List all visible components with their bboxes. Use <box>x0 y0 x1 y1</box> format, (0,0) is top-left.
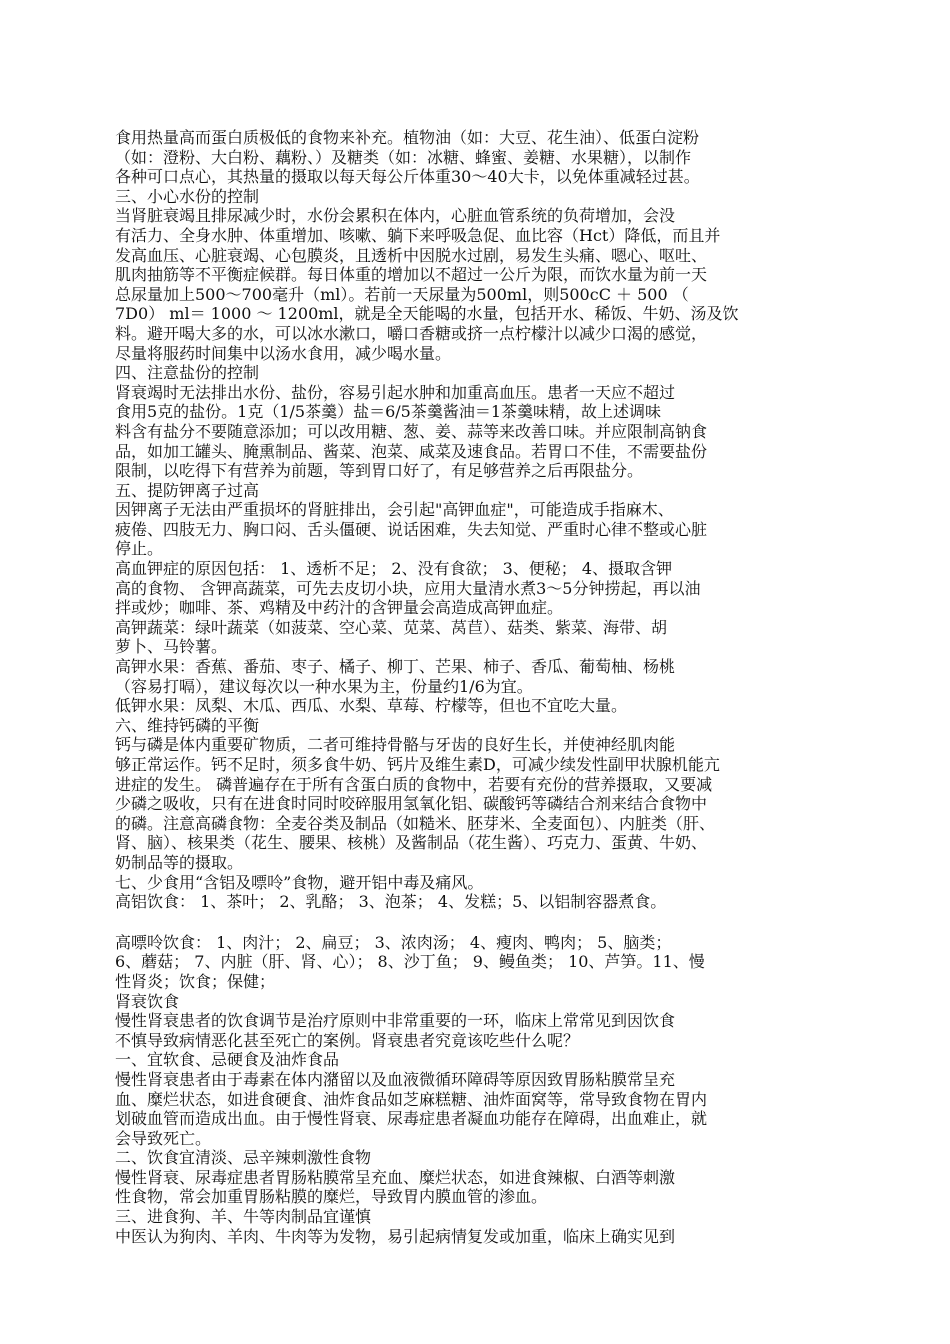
text-line: 料。避开喝大多的水，可以冰水漱口，嚼口香糖或挤一点柠檬汁以减少口渴的感觉， <box>115 323 708 343</box>
text-line: 7D0） ml＝ 1000 ～ 1200ml，就是全天能喝的水量，包括开水、稀饭、牛奶、汤及饮 <box>115 304 739 324</box>
text-line: 食用热量高而蛋白质极低的食物来补充。植物油（如：大豆、花生油）、低蛋白淀粉 <box>115 128 700 147</box>
text-line: 慢性肾衰、尿毒症患者胃肠粘膜常呈充血、糜烂状态，如进食辣椒、白酒等刺激 <box>115 1167 676 1187</box>
text-line: 有活力、全身水肿、体重增加、咳嗽、躺下来呼吸急促、血比容（Hct）降低，而且并 <box>115 225 721 245</box>
text-line: 六、维持钙磷的平衡 <box>115 715 260 735</box>
text-line: 五、提防钾离子过高 <box>115 480 260 500</box>
text-line: 慢性肾衰患者的饮食调节是治疗原则中非常重要的一环，临床上常常见到因饮食 <box>115 1011 676 1031</box>
text-line: 肾、脑）、核果类（花生、腰果、核桃）及酱制品（花生酱）、巧克力、蛋黄、牛奶、 <box>115 833 708 853</box>
text-line: 高血钾症的原因包括： 1、透析不足； 2、没有食欲； 3、便秘； 4、摄取含钾 <box>115 559 673 579</box>
text-line: 性肾炎；饮食；保健； <box>115 971 276 991</box>
text-line: 尽量将服药时间集中以汤水食用，减少喝水量。 <box>115 343 452 363</box>
text-line: 划破血管而造成出血。由于慢性肾衰、尿毒症患者凝血功能存在障碍，出血难止，就 <box>115 1109 708 1129</box>
text-line: （容易打嗝），建议每次以一种水果为主，份量约1/6为宜。 <box>115 676 533 696</box>
text-line: 性食物，常会加重胃肠粘膜的糜烂，导致胃内膜血管的渗血。 <box>115 1187 548 1207</box>
text-line: 食用5克的盐份。1克（1/5茶羹）盐＝6/5茶羹酱油＝1茶羹味精，故上述调味 <box>115 402 662 422</box>
text-line: 停止。 <box>115 539 164 559</box>
text-line: 6、蘑菇； 7、内脏（肝、肾、心）； 8、沙丁鱼； 9、鳗鱼类； 10、芦笋。11、慢 <box>115 952 705 972</box>
text-line: 奶制品等的摄取。 <box>115 852 244 872</box>
text-line: 一、宜软食、忌硬食及油炸食品 <box>115 1050 340 1070</box>
text-line: 发高血压、心脏衰竭、心包膜炎，且透析中因脱水过剧，易发生头痛、嗯心、呕吐、 <box>115 245 708 265</box>
text-line: 限制，以吃得下有营养为前题，等到胃口好了，有足够营养之后再限盐分。 <box>115 461 644 481</box>
text-line: 品，如加工罐头、腌熏制品、酱菜、泡菜、咸菜及速食品。若胃口不佳，不需要盐份 <box>115 441 708 461</box>
text-line: 四、注意盐份的控制 <box>115 363 260 383</box>
text-line: 会导致死亡。 <box>115 1128 212 1148</box>
text-line: 疲倦、四肢无力、胸口闷、舌头僵硬、说话困难，失去知觉、严重时心律不整或心脏 <box>115 519 708 539</box>
text-line: 高钾水果：香蕉、番茄、枣子、橘子、柳丁、芒果、柿子、香瓜、葡萄柚、杨桃 <box>115 657 676 677</box>
text-line: 血、糜烂状态，如进食硬食、油炸食品如芝麻糕糖、油炸面窝等，常导致食物在胃内 <box>115 1089 708 1109</box>
text-line: 二、饮食宜清淡、忌辛辣刺激性食物 <box>115 1148 372 1168</box>
text-line: 高钾蔬菜：绿叶蔬菜（如菠菜、空心菜、苋菜、莴苣）、菇类、紫菜、海带、胡 <box>115 617 668 637</box>
text-line: （如：澄粉、大白粉、藕粉、）及糖类（如：冰糖、蜂蜜、姜糖、水果糖），以制作 <box>115 147 692 167</box>
text-line: 高的食物、 含钾高蔬菜，可先去皮切小块，应用大量清水煮3～5分钟捞起，再以油 <box>115 578 701 598</box>
text-line: 不慎导致病情恶化甚至死亡的案例。肾衰患者究竟该吃些什么呢？ <box>115 1030 580 1050</box>
text-line: 低钾水果：凤梨、木瓜、西瓜、水梨、草莓、柠檬等，但也不宜吃大量。 <box>115 696 628 716</box>
text-line: 萝卜、马铃薯。 <box>115 637 228 657</box>
text-line: 高嘌呤饮食： 1、肉汁； 2、扁豆； 3、浓肉汤； 4、瘦肉、鸭肉； 5、脑类； <box>115 932 672 952</box>
text-line: 当肾脏衰竭且排尿减少时，水份会累积在体内，心脏血管系统的负荷增加，会没 <box>115 206 676 226</box>
text-line: 料含有盐分不要随意添加；可以改用糖、葱、姜、蒜等来改善口味。并应限制高钠食 <box>115 421 708 441</box>
text-line: 少磷之吸收，只有在进食时同时咬碎服用氢氧化铝、碳酸钙等磷结合剂来结合食物中 <box>115 794 708 814</box>
text-line: 钙与磷是体内重要矿物质，二者可维持骨骼与牙齿的良好生长，并使神经肌肉能 <box>115 735 676 755</box>
text-line: 高铝饮食： 1、茶叶； 2、乳酪； 3、泡茶； 4、发糕；5、以铝制容器煮食。 <box>115 892 667 912</box>
text-line: 肾衰饮食 <box>115 991 180 1011</box>
text-line: 三、进食狗、羊、牛等肉制品宜谨慎 <box>115 1207 372 1227</box>
text-line: 三、小心水份的控制 <box>115 186 260 206</box>
text-line: 肌肉抽筋等不平衡症候群。每日体重的增加以不超过一公斤为限，而饮水量为前一天 <box>115 265 708 285</box>
text-line: 肾衰竭时无法排出水份、盐份，容易引起水肿和加重高血压。患者一天应不超过 <box>115 382 676 402</box>
text-line: 中医认为狗肉、羊肉、牛肉等为发物，易引起病情复发或加重，临床上确实见到 <box>115 1226 676 1246</box>
text-line: 因钾离子无法由严重损坏的肾脏排出，会引起"高钾血症"，可能造成手指麻木、 <box>115 500 674 520</box>
document-body <box>115 128 827 1246</box>
text-line: 拌或炒；咖啡、茶、鸡精及中药汁的含钾量会高造成高钾血症。 <box>115 598 564 618</box>
text-line: 各种可口点心，其热量的摄取以每天每公斤体重30～40大卡，以免体重减轻过甚。 <box>115 167 700 187</box>
text-line: 七、少食用“含铝及嘌呤”食物，避开铝中毒及痛风。 <box>115 872 484 892</box>
text-line <box>115 912 827 933</box>
text-line: 的磷。注意高磷食物：全麦谷类及制品（如糙米、胚芽米、全麦面包）、内脏类（肝、 <box>115 813 716 833</box>
text-line: 总尿量加上500～700毫升（ml）。若前一天尿量为500ml，则500cC ＋ 500 （ <box>115 284 689 304</box>
text-line: 够正常运作。钙不足时，须多食牛奶、钙片及维生素D，可减少续发性副甲状腺机能亢 <box>115 755 720 774</box>
text-line: 慢性肾衰患者由于毒素在体内潴留以及血液微循环障碍等原因致胃肠粘膜常呈充 <box>115 1069 676 1089</box>
text-line: 进症的发生。 磷普遍存在于所有含蛋白质的食物中，若要有充份的营养摄取，又要减 <box>115 774 713 794</box>
